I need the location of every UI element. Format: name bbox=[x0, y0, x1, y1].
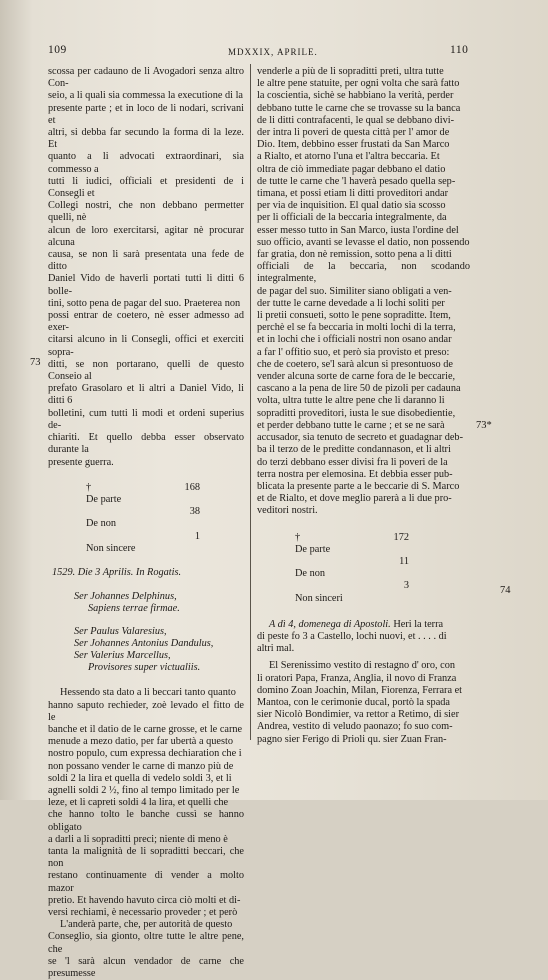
text-line: sier Nicolò Bondimier, va rettor a Retimo, di sier bbox=[257, 709, 460, 721]
vote-row bbox=[295, 532, 445, 556]
text-line: Mantoa, con le cerimonie ducal, portò la spada bbox=[257, 696, 450, 708]
text-line: perchè el se fa beccaria in molti lochi di la terra, bbox=[257, 322, 456, 334]
text-line: per li officiali de la beccaria integralmente, da bbox=[257, 212, 447, 224]
text-line: soldi 2 la lira et quella di vedelo soldi 3, et li bbox=[48, 772, 232, 784]
text-line: la coscientia, sichè se habbiano la verità, perder bbox=[257, 90, 454, 102]
text-line: de pagar del suo. Similiter siano obligati a ven- bbox=[257, 285, 452, 297]
text-line: volta, ultra tutte le altre pene che li daranno li bbox=[257, 395, 445, 407]
text-line: a far l' offitio suo, et però sia provisto et preso: bbox=[257, 346, 450, 358]
date-heading: A dì 4, domenega di Apostoli. bbox=[269, 618, 391, 630]
text-line: terra nostra per elemosina. Et debbia esser pub- bbox=[257, 468, 453, 480]
column-divider bbox=[250, 64, 251, 740]
vote-value: 11 bbox=[399, 555, 409, 567]
text-line: altri, si debba far secundo la forma di la leze. Et bbox=[48, 127, 244, 151]
text-line: pagno sier Ferigo di Prioli qu. sier Zuan Fran- bbox=[257, 733, 447, 745]
text-line: cascano a la pena de lire 50 de pizoli per cadauna bbox=[257, 383, 461, 395]
vote-label: Non sincere bbox=[86, 542, 136, 554]
text-line: menude a mezo datio, per far ubertà a questo bbox=[48, 736, 233, 748]
text-line: blicata la presente parte a le beccarie di S. Marco bbox=[257, 480, 460, 492]
vote-label: †De parte bbox=[86, 482, 164, 506]
text-line: per via de inquisition. El qual datio sia scosso bbox=[257, 200, 446, 212]
text-line: Andrea, vestito di veludo paonazo; fo suo com- bbox=[257, 721, 453, 733]
text-line: timana, et possi etiam li ditti proveditori andar bbox=[257, 188, 449, 200]
text-line: a darli a li sopraditti preci; niente di meno è bbox=[48, 833, 228, 845]
running-head: MDXXIX, APRILE. bbox=[228, 47, 318, 57]
right-page-number: 110 bbox=[450, 44, 469, 56]
text-line: se 'l sarà alcun vendador de carne che presumesse bbox=[48, 955, 244, 980]
text-line: a Rialto, et atorno l'una et l'altra beccaria. Et bbox=[257, 151, 440, 163]
text-line: sopraditti proveditori, iusta le sue disobedientie, bbox=[257, 407, 456, 419]
text-line: possi entrar de coetero, nè esser admesso ad exer- bbox=[48, 310, 244, 334]
text-line: Collegi nostri, che non debbano permetter quelli, nè bbox=[48, 200, 244, 224]
text-line: di peste fo 3 a Castello, lochi nuovi, et . . . . di bbox=[257, 630, 447, 642]
text-line: L'anderà parte, che, per autorità de questo bbox=[60, 919, 233, 931]
text-line: agnelli soldi 2 ½, fino al tempo limitado per le bbox=[48, 784, 240, 796]
text-line: accusador, sia tenuto de secreto et guadagnar deb- bbox=[257, 432, 464, 444]
text-line: alcun de loro exercitarsi, agitar nè procurar alcuna bbox=[48, 224, 244, 248]
text-line: quanto a li advocati extraordinari, sia commesso a bbox=[48, 151, 244, 175]
left-column bbox=[48, 66, 244, 980]
vote-label: †De parte bbox=[295, 532, 373, 556]
vote-label: De non bbox=[86, 518, 117, 530]
right-column bbox=[257, 66, 470, 746]
names-group-2 bbox=[48, 626, 244, 675]
text-line: presente guerra. bbox=[48, 456, 114, 468]
vote-value: 172 bbox=[393, 531, 409, 543]
text-line: tanta la malignità de li sopraditti beccari, che non bbox=[48, 845, 244, 870]
text-line: banche et il datio de le carne grosse, et le carne bbox=[48, 723, 243, 735]
vote-label: De non bbox=[295, 568, 326, 580]
text-line: hanno saputo rechieder, zoè levado el fitto de le bbox=[48, 699, 244, 723]
name-line: Sapiens terrae firmae. bbox=[88, 603, 180, 615]
text-line: prefato Grasolaro et li altri a Daniel Vido, li ditti 6 bbox=[48, 383, 244, 407]
text-line: suo officio, avanti se levasse el datio, non possendo bbox=[257, 236, 470, 248]
name-line: Ser Valerius Marcellus, bbox=[74, 649, 171, 661]
text-line: et perder debbano tutte le carne ; et se ne sarà bbox=[257, 419, 445, 431]
text-line: oltra de ciò immediate pagar debbano el datio bbox=[257, 163, 446, 175]
text-line: bolletini, cum tutti li modi et ordeni superius de- bbox=[48, 407, 244, 431]
text-line: seio, a li quali sia commessa la executione di la bbox=[48, 90, 244, 102]
left-paragraph-1 bbox=[48, 66, 244, 469]
name-line: Ser Johannes Delphinus, bbox=[74, 591, 177, 603]
margin-number-right-2: 74 bbox=[500, 585, 511, 596]
text-line: pretio. Et havendo havuto circa ciò molti et di- bbox=[48, 894, 241, 906]
right-paragraph-3 bbox=[257, 660, 470, 745]
text-line: altri mal. bbox=[257, 643, 295, 655]
text-line: che de coetero, se'l sarà alcun si presontuoso de bbox=[257, 358, 453, 370]
text-line: de tutte le carne che 'l haverà pesado quella sep- bbox=[257, 175, 456, 187]
text-line: Daniel Vido de haverli portati tutti li ditti 6 bolle- bbox=[48, 273, 244, 297]
text-line: restano continuamente di vender a molto mazor bbox=[48, 870, 244, 894]
name-line: Ser Paulus Valaresius, bbox=[74, 625, 167, 637]
text-line: leze, et li capreti soldi 4 la lira, et quelli che bbox=[48, 797, 229, 809]
vote-row bbox=[86, 482, 236, 506]
vote-row bbox=[295, 580, 445, 604]
text-line: Conseglio, sia gionto, oltre tutte le altre pene, che bbox=[48, 931, 244, 955]
text-line: der tutte le carne devedade a li lochi soliti per bbox=[257, 297, 445, 309]
vote-row bbox=[295, 556, 445, 580]
left-page-number: 109 bbox=[48, 44, 67, 56]
left-paragraph-2 bbox=[48, 687, 244, 980]
text-line: ditti, se non portarano, quelli de questo Conseio al bbox=[48, 358, 244, 383]
margin-number-right-1: 73* bbox=[476, 420, 492, 431]
text-line: de li ditti contrafacenti, le qual se debbano divi- bbox=[257, 114, 455, 126]
text-line: esser messo tutto in San Marco, iusta l'ordine del bbox=[257, 224, 459, 236]
dagger-mark: † bbox=[86, 481, 92, 493]
name-line: Provisores super victualiis. bbox=[88, 662, 201, 674]
text-line: far gratia, don nè remission, sotto pena a li ditti bbox=[257, 249, 452, 261]
text-line: scossa per cadauno de li Avogadori senza altro Con- bbox=[48, 66, 244, 90]
text-line: A dì 4, domenega di Apostoli. Heri la terra bbox=[269, 618, 444, 630]
vote-value: 38 bbox=[189, 506, 200, 518]
vote-value: 3 bbox=[403, 580, 409, 592]
entry-heading: 1529. Die 3 Aprilis. In Rogatis. bbox=[52, 566, 182, 578]
text-line: do terzi debbano esser divisi fra li poveri de la bbox=[257, 456, 448, 468]
text-line: chiariti. Et quello debba esser observato durante la bbox=[48, 432, 244, 456]
text-line: Dio. Item, debbino esser frustati da San Marco bbox=[257, 139, 450, 151]
vote-value: 168 bbox=[184, 481, 200, 493]
right-paragraph-2 bbox=[257, 619, 470, 656]
text-line: nostro populo, cum expressa dechiaration che i bbox=[48, 748, 242, 760]
text-line: domino Zoan Joachin, Milan, Fiorenza, Ferrara et bbox=[257, 684, 463, 696]
text-line: venderle a più de li sopraditti preti, ultra tutte bbox=[257, 66, 444, 77]
vote-tally-1 bbox=[86, 482, 236, 555]
text-line: veditori nostri. bbox=[257, 505, 318, 517]
text-line: El Serenissimo vestito di restagno d' oro, con bbox=[269, 660, 456, 672]
text-line: officiali de la beccaria, non scodando integralmente, bbox=[257, 261, 470, 285]
right-paragraph-1 bbox=[257, 66, 470, 518]
vote-row bbox=[86, 531, 236, 555]
margin-number-left: 73 bbox=[30, 357, 41, 368]
text-line: causa, se non li sarà presentata una fede de ditto bbox=[48, 249, 244, 273]
vote-row bbox=[86, 506, 236, 530]
text-line: versi rechiami, è necessario proveder ; et però bbox=[48, 907, 238, 918]
text-line: li oratori Papa, Franza, Anglia, il novo di Franza bbox=[257, 672, 457, 684]
text-line: et in lochi che i officiali nostri non osano andar bbox=[257, 334, 452, 346]
text-line: Hessendo sta dato a li beccari tanto quanto bbox=[60, 687, 236, 699]
vote-label: Non sinceri bbox=[295, 592, 343, 604]
text-line: tutti li iudici, officiali et presidenti de i Consegli et bbox=[48, 175, 244, 200]
text-line: der intra li poveri de questa città per l' amor de bbox=[257, 127, 450, 139]
text-line: vender alcuna sorte de carne fora de le beccarie, bbox=[257, 371, 456, 383]
text-line: citarsi alcuno in li Consegli, offici et exerciti sopra- bbox=[48, 334, 244, 358]
vote-tally-2 bbox=[295, 532, 445, 605]
text-line: le altre pene statuite, per ogni volta che sarà fatto bbox=[257, 78, 460, 90]
text-line: et de Rialto, et dove meglio parerà a li due pro- bbox=[257, 493, 452, 505]
text-line: che hanno tolto le banche cussì se hanno obligato bbox=[48, 809, 244, 833]
names-group-1 bbox=[48, 591, 244, 615]
dagger-mark: † bbox=[295, 531, 301, 543]
text-line: li pretii consueti, sotto le pene sopraditte. Item, bbox=[257, 310, 451, 322]
name-line: Ser Johannes Antonius Dandulus, bbox=[74, 637, 214, 649]
text-line: presente parte ; et in loco de li nodari, scrivani et bbox=[48, 102, 244, 126]
text-line: tini, sotto pena de pagar del suo. Praeterea non bbox=[48, 297, 241, 309]
text-line: ba il terzo de le preditte condannason, et li altri bbox=[257, 444, 451, 456]
text-line: debbano tutte le carne che se trovasse su la banca bbox=[257, 102, 461, 114]
vote-value: 1 bbox=[194, 530, 200, 542]
text-line: non possano vender le carne di manzo più de bbox=[48, 760, 234, 772]
